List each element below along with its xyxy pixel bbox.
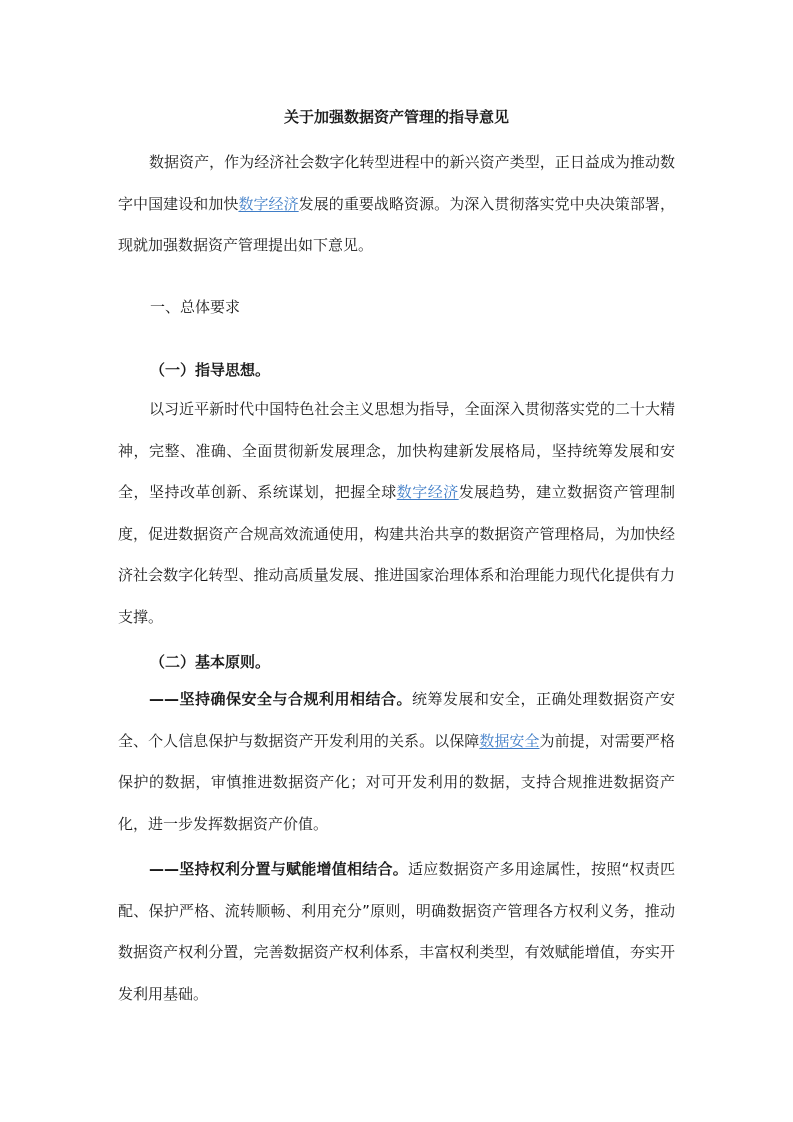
- guiding-text-post: 发展趋势，建立数据资产管理制度，促进数据资产合规高效流通使用，构建共治共享的数据资产管理格局，为加快经济社会数字化转型、推动高质量发展、推进国家治理体系和治理能力现代化提供有力支撑。: [118, 483, 675, 626]
- principle-1-text-post: 为前提，对需要严格保护的数据，审慎推进数据资产化；对可开发利用的数据，支持合规推进数据资产化，进一步发挥数据资产价值。: [118, 731, 675, 833]
- intro-paragraph: [118, 142, 675, 267]
- section-heading-general-requirements: 一、总体要求: [150, 298, 241, 316]
- principle-1-title: ——坚持确保安全与合规利用相结合。: [149, 690, 412, 708]
- principle-1-text-pre: 统筹发展和安全，正确处理数据资产安全、个人信息保护与数据资产开发利用的关系。以保障: [118, 690, 675, 750]
- principle-2-title: ——坚持权利分置与赋能增值相结合。: [149, 860, 408, 878]
- document-title: 关于加强数据资产管理的指导意见: [283, 108, 509, 126]
- principle-2-text: 适应数据资产多用途属性，按照“权责匹配、保护严格、流转顺畅、利用充分”原则，明确数据资产管理各方权利义务，推动数据资产权利分置，完善数据资产权利体系，丰富权利类型，有效赋能增值，夯实开发利用基础。: [118, 860, 675, 1003]
- principle-1-paragraph: [118, 679, 675, 845]
- subsection-heading-basic-principles: （二）基本原则。: [150, 653, 271, 671]
- data-security-link[interactable]: 数据安全: [479, 731, 540, 750]
- principle-2-paragraph: [118, 849, 675, 1015]
- digital-economy-link[interactable]: 数字经济: [238, 194, 299, 213]
- intro-text-post: 发展的重要战略资源。为深入贯彻落实党中央决策部署，现就加强数据资产管理提出如下意见。: [118, 194, 675, 254]
- guiding-text-pre: 以习近平新时代中国特色社会主义思想为指导，全面深入贯彻落实党的二十大精神，完整、准确、全面贯彻新发展理念，加快构建新发展格局，坚持统筹发展和安全，坚持改革创新、系统谋划，把握全球: [118, 400, 675, 501]
- intro-text-pre: 数据资产，作为经济社会数字化转型进程中的新兴资产类型，正日益成为推动数字中国建设和加快: [118, 153, 675, 213]
- digital-economy-link-2[interactable]: 数字经济: [396, 483, 459, 501]
- subsection-heading-guiding-ideology: （一）指导思想。: [150, 361, 271, 379]
- guiding-ideology-paragraph: [118, 389, 675, 638]
